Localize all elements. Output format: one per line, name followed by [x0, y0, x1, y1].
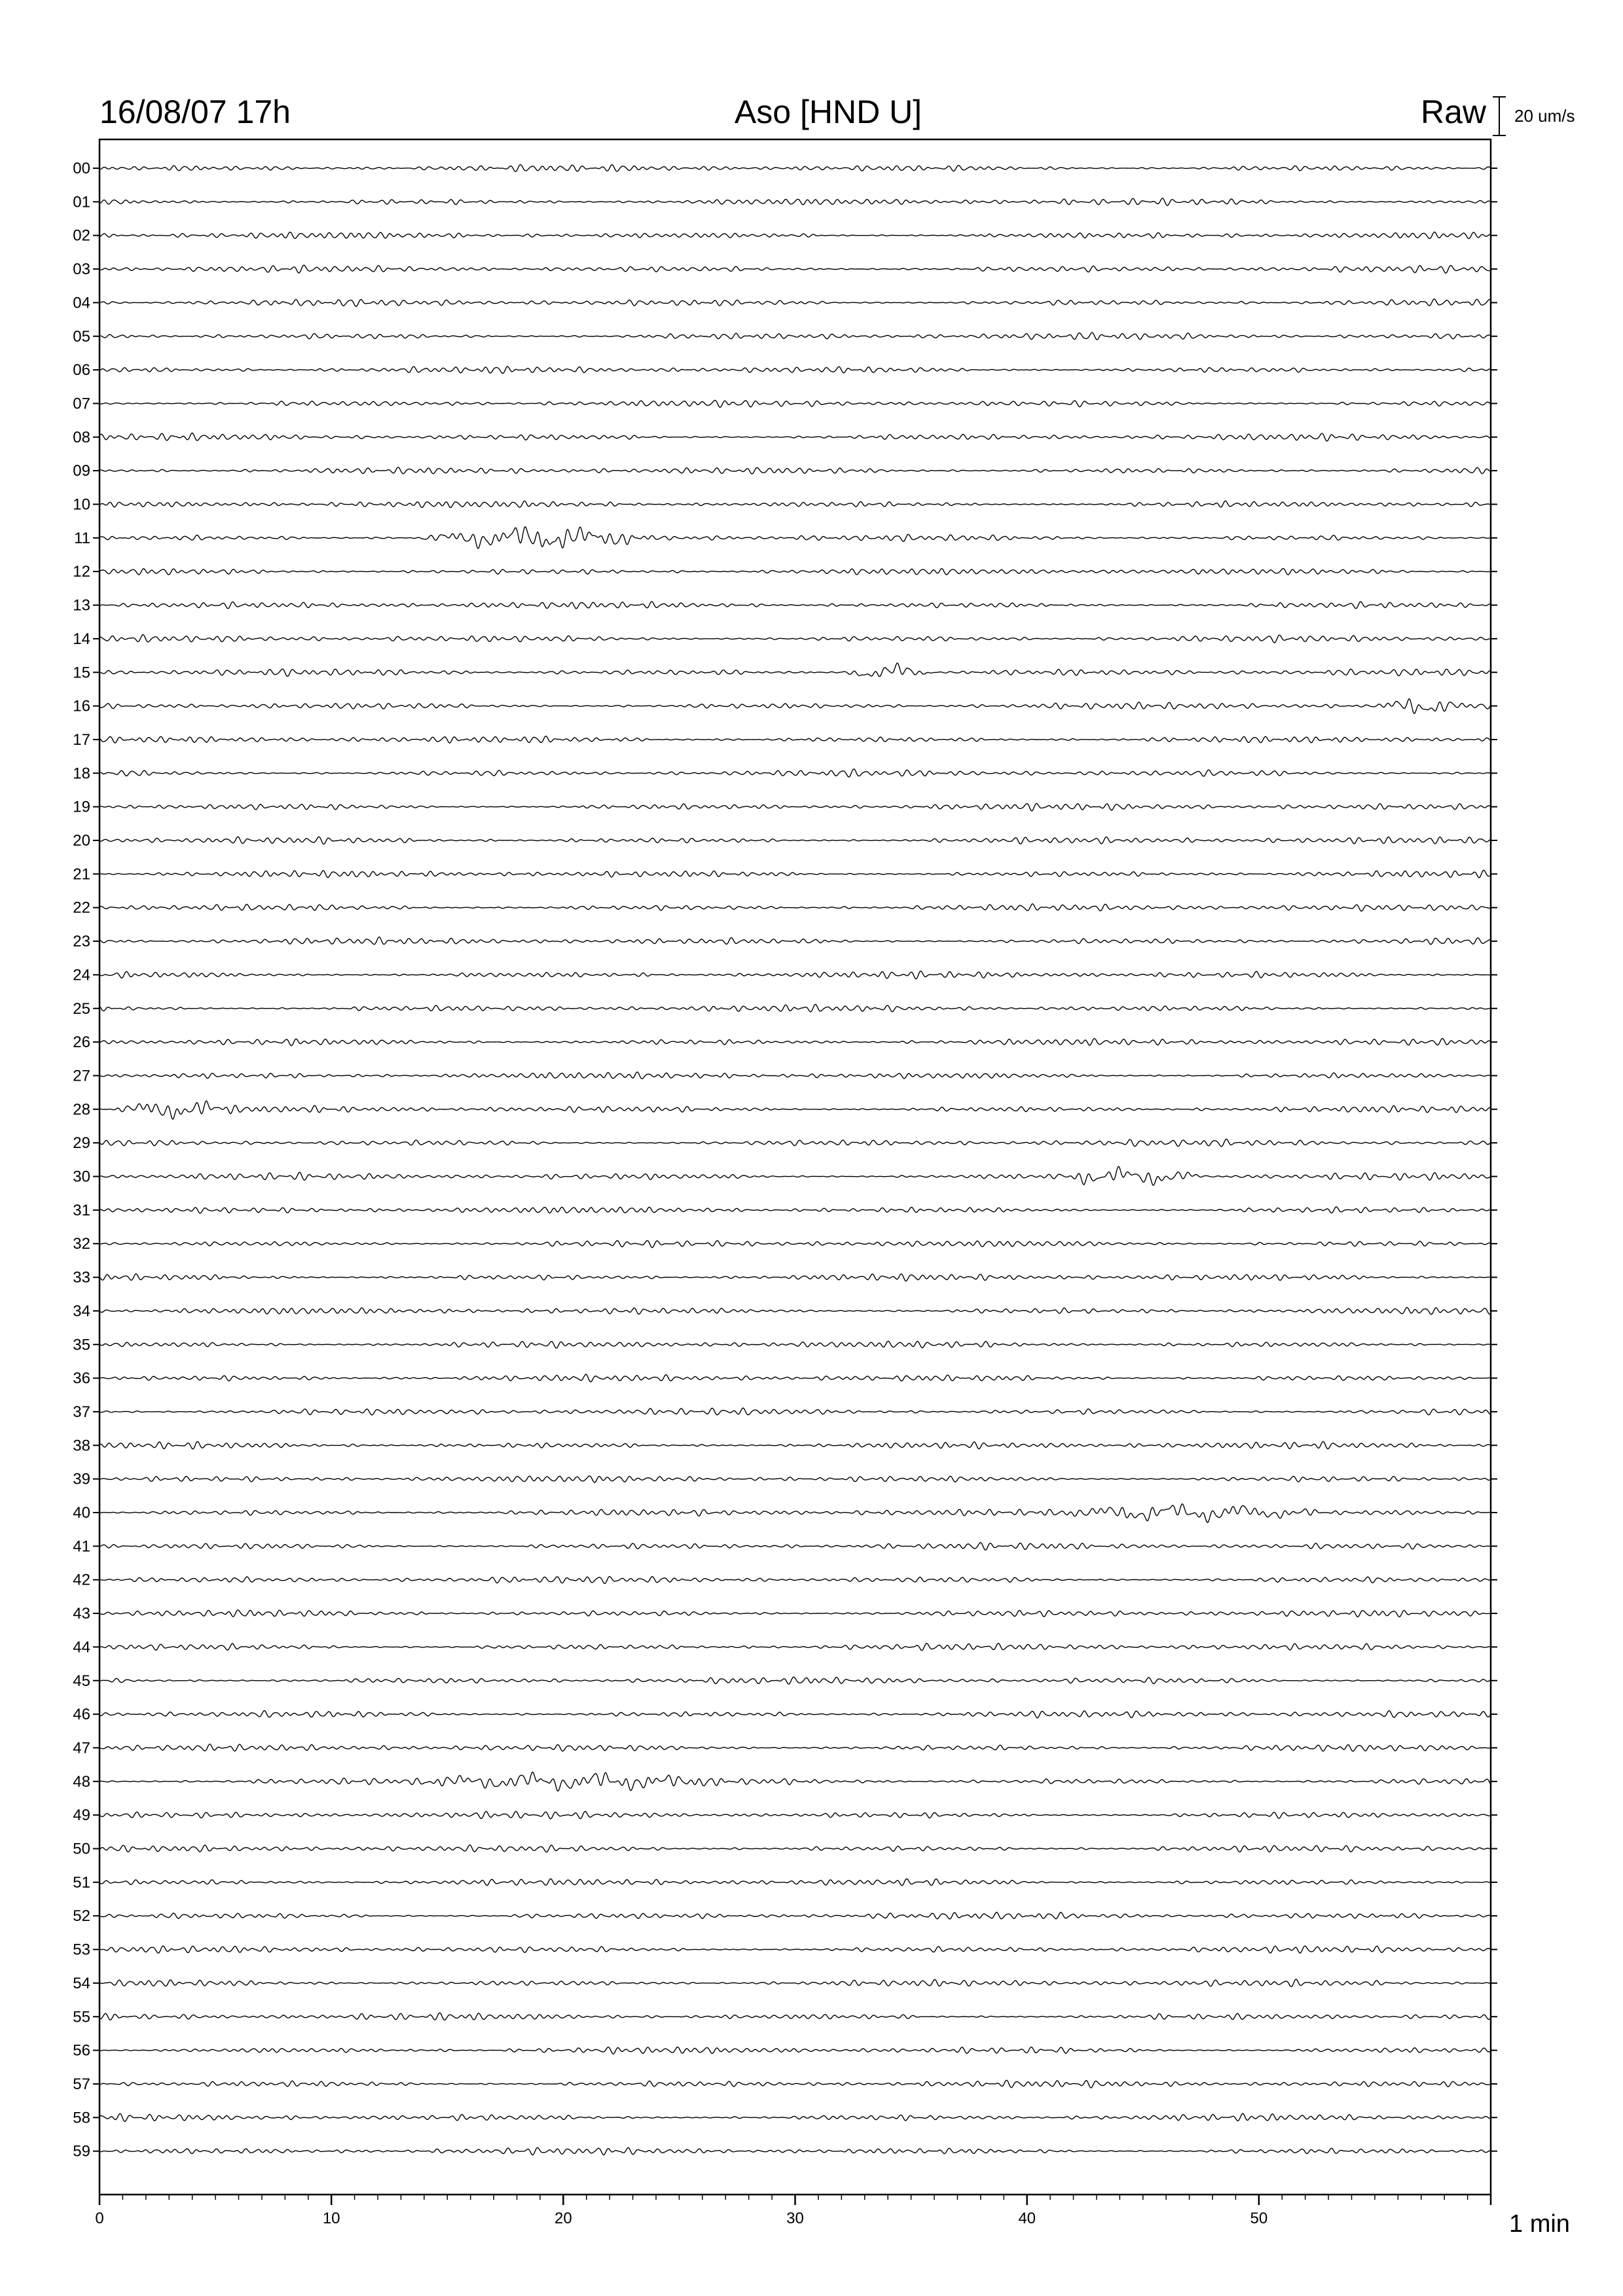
trace-row-20 [100, 837, 1490, 844]
row-label-12: 12 [73, 563, 90, 581]
row-label-47: 47 [73, 1739, 90, 1757]
row-label-24: 24 [73, 966, 90, 984]
trace-row-29 [100, 1139, 1490, 1146]
row-label-30: 30 [73, 1168, 90, 1186]
trace-row-21 [100, 870, 1490, 878]
trace-row-07 [100, 401, 1490, 408]
trace-row-37 [100, 1408, 1490, 1415]
trace-row-45 [100, 1677, 1490, 1684]
trace-row-04 [100, 299, 1490, 306]
trace-row-30 [100, 1166, 1490, 1185]
row-label-31: 31 [73, 1201, 90, 1219]
row-label-57: 57 [73, 2075, 90, 2093]
row-label-18: 18 [73, 764, 90, 783]
row-label-29: 29 [73, 1134, 90, 1153]
trace-row-44 [100, 1643, 1490, 1651]
trace-row-35 [100, 1341, 1490, 1348]
trace-row-27 [100, 1072, 1490, 1079]
row-label-03: 03 [73, 260, 90, 279]
row-label-36: 36 [73, 1369, 90, 1388]
row-label-23: 23 [73, 933, 90, 951]
station-title: Aso [HND U] [734, 94, 922, 130]
trace-row-19 [100, 804, 1490, 812]
plot-frame [100, 139, 1491, 2195]
row-label-58: 58 [73, 2109, 90, 2127]
x-tick-label-50: 50 [1250, 2210, 1268, 2227]
trace-row-41 [100, 1543, 1490, 1550]
row-label-46: 46 [73, 1706, 90, 1724]
row-label-51: 51 [73, 1873, 90, 1892]
x-tick-label-10: 10 [322, 2210, 340, 2227]
trace-row-23 [100, 937, 1490, 944]
row-label-05: 05 [73, 327, 90, 346]
trace-row-32 [100, 1241, 1490, 1248]
row-label-33: 33 [73, 1268, 90, 1287]
trace-row-00 [100, 165, 1490, 172]
trace-row-31 [100, 1207, 1490, 1213]
row-label-50: 50 [73, 1840, 90, 1858]
trace-row-12 [100, 569, 1490, 575]
trace-row-54 [100, 1979, 1490, 1986]
row-label-34: 34 [73, 1302, 90, 1320]
row-label-48: 48 [73, 1772, 90, 1791]
trace-row-48 [100, 1772, 1490, 1791]
trace-row-11 [100, 527, 1490, 548]
row-label-49: 49 [73, 1806, 90, 1825]
row-label-10: 10 [73, 495, 90, 514]
amplitude-scale-bar [1493, 97, 1506, 135]
trace-row-13 [100, 601, 1490, 609]
x-axis [95, 2195, 1491, 2227]
x-tick-label-30: 30 [786, 2210, 804, 2227]
trace-row-17 [100, 736, 1490, 744]
trace-row-14 [100, 635, 1490, 643]
row-label-21: 21 [73, 865, 90, 884]
trace-row-08 [100, 433, 1490, 441]
row-label-28: 28 [73, 1100, 90, 1119]
row-label-56: 56 [73, 2041, 90, 2060]
row-label-14: 14 [73, 630, 90, 648]
row-label-06: 06 [73, 361, 90, 380]
row-label-38: 38 [73, 1437, 90, 1455]
row-label-13: 13 [73, 596, 90, 615]
trace-row-55 [100, 2013, 1490, 2020]
row-label-25: 25 [73, 999, 90, 1018]
trace-row-52 [100, 1912, 1490, 1919]
row-label-53: 53 [73, 1941, 90, 1959]
row-label-16: 16 [73, 697, 90, 715]
trace-row-47 [100, 1744, 1490, 1751]
row-label-17: 17 [73, 730, 90, 749]
trace-row-50 [100, 1845, 1490, 1852]
row-label-04: 04 [73, 294, 90, 312]
trace-row-59 [100, 2147, 1490, 2155]
trace-row-42 [100, 1577, 1490, 1584]
row-label-09: 09 [73, 462, 90, 480]
trace-row-28 [100, 1101, 1490, 1119]
trace-row-34 [100, 1308, 1490, 1315]
row-label-55: 55 [73, 2008, 90, 2026]
row-label-07: 07 [73, 395, 90, 413]
row-label-01: 01 [73, 193, 90, 211]
row-label-15: 15 [73, 664, 90, 682]
x-tick-label-20: 20 [554, 2210, 572, 2227]
trace-row-22 [100, 904, 1490, 911]
trace-row-49 [100, 1812, 1490, 1819]
row-label-08: 08 [73, 428, 90, 446]
row-label-41: 41 [73, 1537, 90, 1556]
trace-row-51 [100, 1879, 1490, 1886]
trace-row-03 [100, 265, 1490, 273]
row-label-32: 32 [73, 1235, 90, 1253]
trace-row-02 [100, 232, 1490, 239]
trace-row-36 [100, 1374, 1490, 1382]
row-label-19: 19 [73, 798, 90, 816]
x-tick-label-40: 40 [1018, 2210, 1036, 2227]
trace-row-15 [100, 663, 1490, 676]
trace-row-24 [100, 971, 1490, 979]
row-label-27: 27 [73, 1067, 90, 1085]
row-label-40: 40 [73, 1504, 90, 1522]
trace-row-06 [100, 367, 1490, 374]
datetime-label: 16/08/07 17h [100, 94, 291, 130]
trace-row-58 [100, 2113, 1490, 2121]
trace-row-46 [100, 1711, 1490, 1718]
row-label-37: 37 [73, 1403, 90, 1421]
mode-label: Raw [1420, 94, 1486, 130]
x-axis-unit-label: 1 min [1509, 2210, 1570, 2238]
trace-row-25 [100, 1005, 1490, 1012]
trace-row-26 [100, 1039, 1490, 1046]
trace-row-18 [100, 769, 1490, 777]
row-label-42: 42 [73, 1571, 90, 1589]
row-label-20: 20 [73, 832, 90, 850]
row-label-26: 26 [73, 1033, 90, 1052]
trace-row-01 [100, 198, 1490, 206]
trace-row-09 [100, 467, 1490, 474]
row-label-35: 35 [73, 1336, 90, 1354]
trace-row-53 [100, 1946, 1490, 1953]
row-label-54: 54 [73, 1974, 90, 1992]
trace-row-16 [100, 699, 1490, 713]
row-label-44: 44 [73, 1638, 90, 1657]
amplitude-scale-label: 20 um/s [1514, 106, 1575, 126]
row-label-group [73, 160, 1497, 2161]
trace-row-43 [100, 1610, 1490, 1617]
trace-row-05 [100, 332, 1490, 340]
row-label-39: 39 [73, 1470, 90, 1488]
trace-row-39 [100, 1476, 1490, 1482]
trace-group [100, 165, 1490, 2155]
trace-row-56 [100, 2047, 1490, 2054]
trace-row-10 [100, 501, 1490, 507]
trace-row-40 [100, 1504, 1490, 1522]
row-label-11: 11 [74, 529, 90, 547]
row-label-00: 00 [73, 160, 90, 177]
x-tick-label-0: 0 [95, 2210, 104, 2227]
row-label-59: 59 [73, 2142, 90, 2161]
row-label-02: 02 [73, 226, 90, 245]
trace-row-33 [100, 1274, 1490, 1281]
trace-row-38 [100, 1441, 1490, 1448]
row-label-52: 52 [73, 1907, 90, 1926]
row-label-43: 43 [73, 1605, 90, 1623]
row-label-45: 45 [73, 1672, 90, 1690]
trace-row-57 [100, 2080, 1490, 2088]
row-label-22: 22 [73, 899, 90, 917]
